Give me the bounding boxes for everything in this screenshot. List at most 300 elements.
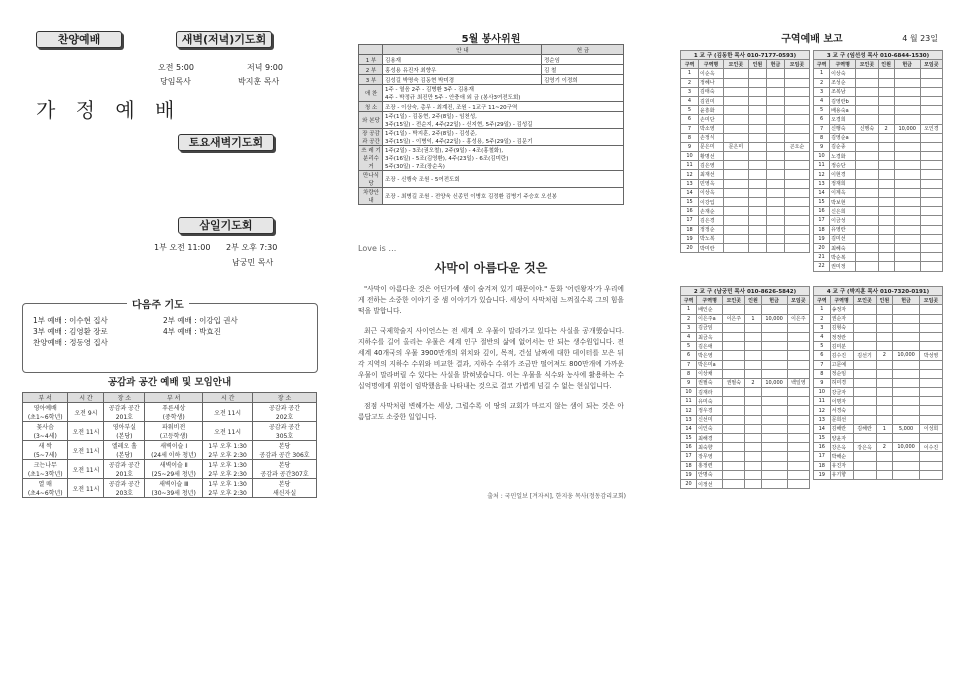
district-row [681, 124, 810, 133]
district-cell: 22 [814, 262, 830, 271]
district-cell [920, 253, 942, 262]
district-cell [878, 133, 894, 142]
district-row [681, 470, 810, 479]
dawn-leader: 당임목사 [160, 77, 191, 86]
meeting-row [23, 441, 317, 460]
district-cell [893, 332, 920, 341]
district-cell: 이은주a [697, 314, 723, 323]
district-cell [920, 115, 942, 124]
district-cell [920, 470, 943, 479]
service-row [359, 55, 624, 65]
district-cell: 11 [814, 397, 831, 406]
district-col-header: 인원 [878, 60, 894, 69]
district-cell [876, 323, 893, 332]
district-cell [856, 142, 878, 151]
district-cell [723, 443, 745, 452]
district-cell [787, 406, 809, 415]
district-cell: 강은옥 [853, 443, 876, 452]
district-cell [894, 188, 920, 197]
district-col-header: 구역 [681, 296, 697, 305]
district-cell [787, 461, 809, 470]
district-cell [856, 179, 878, 188]
district-cell [920, 415, 943, 424]
district-row [681, 314, 810, 323]
district-cell [723, 369, 745, 378]
district-cell: 신은희 [830, 207, 856, 216]
district-cell [894, 152, 920, 161]
article-paragraph: "사막이 아름다운 것은 어딘가에 샘이 숨겨져 있기 때문이야." 동화 '어린왕자'가 우리에게 전하는 소중한 이야기 중 샘 이야기가 있습니다. 세상이 사막처럼 느껴질수록 그의 힘을 떡을 발합니다. [358, 285, 624, 315]
district-cell: 10 [681, 388, 697, 397]
district-cell [878, 96, 894, 105]
service-cell: 김성길 박명숙 김동현 박미경 [383, 75, 542, 85]
district-row [814, 188, 943, 197]
district-cell [920, 360, 943, 369]
meeting-cell: 본당 공감과 공간307호 [253, 460, 317, 479]
district-cell [787, 397, 809, 406]
district-cell [766, 225, 784, 234]
district-cell [766, 78, 784, 87]
district-cell: 14 [814, 188, 830, 197]
district-cell [745, 406, 761, 415]
district-cell: 11 [681, 397, 697, 406]
district-cell [723, 78, 748, 87]
district-row [681, 351, 810, 360]
district-cell: 1 [681, 69, 699, 78]
district-cell [876, 388, 893, 397]
district-cell: 5 [814, 342, 831, 351]
district-cell [723, 96, 748, 105]
district-cell [878, 142, 894, 151]
district-cell [766, 124, 784, 133]
district-col-header: 헌금 [893, 296, 920, 305]
district-cell: 14 [814, 424, 831, 433]
district-cell [723, 332, 745, 341]
district-row [814, 406, 943, 415]
district-cell: 3 [681, 87, 699, 96]
district-col-header: 구역 [814, 296, 831, 305]
district-cell [745, 351, 761, 360]
district-cell: 1 [876, 424, 893, 433]
district-cell: 장무영 [697, 452, 723, 461]
district-row [681, 69, 810, 78]
meeting-row [23, 460, 317, 479]
district-cell [787, 360, 809, 369]
district-cell: 16 [681, 207, 699, 216]
service-title: 5월 봉사위원 [461, 34, 521, 45]
district-cell [784, 188, 809, 197]
district-row [681, 188, 810, 197]
district-row [814, 305, 943, 314]
district-cell [894, 115, 920, 124]
district-row [814, 323, 943, 332]
district-cell: 12 [814, 170, 830, 179]
article-title: 사막이 아름다운 것은 [434, 261, 548, 275]
meeting-cell: 오전 11시 [68, 422, 104, 441]
district-cell [920, 461, 943, 470]
district-cell [894, 225, 920, 234]
district-cell [856, 152, 878, 161]
prayer-item: 4부 예배 : 박효진 [163, 327, 221, 336]
district-cell [878, 69, 894, 78]
district-cell [853, 470, 876, 479]
district-cell: 15 [814, 198, 830, 207]
district-row [681, 434, 810, 443]
meeting-cell: 오전 11시 [68, 460, 104, 479]
service-cell: 3 부 [359, 75, 383, 85]
district-cell [723, 470, 745, 479]
district-report-title: 구역예배 보고 [781, 34, 843, 45]
service-row [359, 146, 624, 171]
district-cell [723, 415, 745, 424]
district-cell: 2 [745, 378, 761, 387]
district-cell: 유영란 [830, 225, 856, 234]
district-cell [853, 434, 876, 443]
district-cell: 20 [814, 243, 830, 252]
district-cell [894, 170, 920, 179]
district-cell: 김해란 [830, 424, 853, 433]
district-cell [723, 351, 745, 360]
district-cell [878, 152, 894, 161]
prayer-item: 1부 예배 : 이수현 집사 [33, 316, 108, 325]
district-cell [920, 234, 942, 243]
district-row [681, 106, 810, 115]
district-col-header: 구역 [814, 60, 830, 69]
district-cell [784, 179, 809, 188]
district-cell [920, 152, 942, 161]
district-row [814, 342, 943, 351]
district-cell [920, 198, 942, 207]
district-row [814, 378, 943, 387]
district-cell [748, 188, 766, 197]
district-cell: 최혜숙 [830, 243, 856, 252]
district-cell: 조성순 [830, 78, 856, 87]
district-cell: 권순자 [830, 314, 853, 323]
district-cell [761, 323, 787, 332]
district-cell [766, 188, 784, 197]
district-col-header: 구역 [681, 60, 699, 69]
service-header: 안 내 [383, 45, 542, 55]
district-cell [784, 124, 809, 133]
district-cell: 1 [814, 305, 831, 314]
meeting-title: 공감과 공간 예배 및 모임안내 [107, 377, 232, 388]
district-cell [787, 305, 809, 314]
district-cell: 17 [681, 216, 699, 225]
district-cell: 김영란b [830, 96, 856, 105]
district-cell: 12 [681, 406, 697, 415]
district-cell [723, 179, 748, 188]
district-cell: 16 [681, 443, 697, 452]
district-cell: 최숙향 [697, 443, 723, 452]
district-cell [894, 78, 920, 87]
district-cell [723, 397, 745, 406]
meeting-table [22, 392, 317, 498]
district-cell [761, 397, 787, 406]
district-header: 2 교 구 (남궁민 목사 010-8626-5842) [681, 287, 810, 296]
district-col-header: 헌금 [761, 296, 787, 305]
district-cell: 이명자 [830, 397, 853, 406]
district-cell [766, 152, 784, 161]
district-cell: 7 [681, 360, 697, 369]
service-row [359, 112, 624, 129]
district-cell: 5 [681, 342, 697, 351]
district-cell [920, 96, 942, 105]
district-cell [878, 243, 894, 252]
district-cell [894, 253, 920, 262]
evening-time: 저녁 9:00 [247, 63, 283, 72]
district-cell: 김순종 [830, 142, 856, 151]
district-cell [787, 388, 809, 397]
district-cell: 8 [681, 369, 697, 378]
district-row [681, 152, 810, 161]
district-cell [920, 388, 943, 397]
prayer-item: 찬양예배 : 정동영 집사 [33, 338, 108, 347]
district-cell [748, 124, 766, 133]
district-cell [893, 406, 920, 415]
district-col-header: 헌금 [766, 60, 784, 69]
district-cell: 9 [814, 142, 830, 151]
district-row [814, 360, 943, 369]
wednesday-pm: 2부 오후 7:30 [226, 243, 278, 252]
meeting-cell: 새벽이슬 Ⅰ (24세 이하 청년) [145, 441, 203, 460]
district-row [814, 124, 943, 133]
service-label: 쓰 레 기 분리수거 [359, 146, 383, 171]
district-row [814, 87, 943, 96]
district-cell [787, 470, 809, 479]
district-cell: 손재순 [699, 207, 724, 216]
district-row [814, 243, 943, 252]
district-cell [784, 234, 809, 243]
service-cell: 조장 - 이상숙, 총무 - 최계진, 조원 - 1교구 11~20구역 [383, 102, 624, 112]
district-cell: 13 [681, 415, 697, 424]
district-cell [761, 452, 787, 461]
district-cell: 18 [681, 461, 697, 470]
district-cell [853, 342, 876, 351]
district-row [814, 424, 943, 433]
district-col-header: 구역명 [830, 296, 853, 305]
district-row [814, 434, 943, 443]
district-col-header: 헌금 [894, 60, 920, 69]
district-cell: 1 [745, 314, 761, 323]
district-cell [920, 332, 943, 341]
district-cell [787, 479, 809, 488]
district-cell: 정우경 [697, 406, 723, 415]
district-cell: 10,000 [761, 314, 787, 323]
service-cell: 1주(1일) - 김동현, 2주(8일) - 임천성, 3주(15일) - 전순지, 4주(22일) - 신지현, 5주(29일) - 김성길 [383, 112, 624, 129]
district-row [814, 142, 943, 151]
district-cell [745, 443, 761, 452]
district-cell: 2 [814, 314, 831, 323]
district-cell [853, 397, 876, 406]
district-cell [761, 388, 787, 397]
district-row [681, 170, 810, 179]
district-cell [761, 406, 787, 415]
district-cell [723, 243, 748, 252]
district-cell: 박노복 [699, 234, 724, 243]
district-cell [853, 378, 876, 387]
district-cell [748, 225, 766, 234]
district-cell: 정순임 [830, 369, 853, 378]
district-cell [745, 461, 761, 470]
district-cell: 배인순 [697, 305, 723, 314]
district-cell [723, 342, 745, 351]
meeting-cell: 푸른세상 (중학생) [145, 403, 203, 422]
district-cell [748, 142, 766, 151]
district-cell [920, 87, 942, 96]
district-cell [920, 170, 942, 179]
district-cell [745, 369, 761, 378]
district-cell: 13 [814, 179, 830, 188]
district-cell [745, 360, 761, 369]
next-week-prayer-box [22, 300, 318, 373]
district-row [814, 198, 943, 207]
service-cell: 1주(1일) - 박지훈, 2주(8일) - 김성준, 3주(15일) - 이병익, 4주(22일) - 홍성용, 5주(29일) - 김문기 [383, 129, 624, 146]
district-cell [878, 216, 894, 225]
district-row [814, 207, 943, 216]
district-cell: 11 [681, 161, 699, 170]
district-cell [784, 161, 809, 170]
district-cell: 6 [814, 115, 830, 124]
district-cell: 이강입 [699, 198, 724, 207]
district-cell: 오인경 [920, 124, 942, 133]
district-cell [876, 452, 893, 461]
meeting-header: 장 소 [104, 393, 145, 403]
report-date: 4 월 23일 [902, 34, 938, 43]
district-cell [894, 179, 920, 188]
meeting-header: 장 소 [253, 393, 317, 403]
meeting-cell: 크는나무 (초1~3학년) [23, 460, 68, 479]
meeting-cell: 오전 11시 [203, 403, 253, 422]
district-cell: 15 [814, 434, 831, 443]
district-cell [853, 323, 876, 332]
district-cell [920, 78, 942, 87]
district-cell [766, 161, 784, 170]
service-head-row [359, 45, 624, 55]
district-cell [878, 179, 894, 188]
district-cell: 권필숙 [697, 378, 723, 387]
district-cell [761, 415, 787, 424]
prayer-title: 다음주 기도 [127, 296, 189, 311]
district-col-header: 모인곳 [853, 296, 876, 305]
district-cell [893, 360, 920, 369]
district-cell [920, 406, 943, 415]
district-cell [893, 452, 920, 461]
left-column [18, 26, 318, 666]
district-cell [787, 434, 809, 443]
district-cell: 15 [681, 198, 699, 207]
service-row [359, 65, 624, 75]
district-cell: 조복남 [830, 87, 856, 96]
district-cell [766, 142, 784, 151]
district-cell: 배용숙a [830, 106, 856, 115]
prayer-item: 3부 예배 : 김영환 장로 [33, 327, 108, 336]
district-cell [748, 115, 766, 124]
district-cell: 김원미 [699, 96, 724, 105]
district-cell: 2 [681, 314, 697, 323]
district-cell: 오경희 [830, 115, 856, 124]
district-cell [723, 388, 745, 397]
district-cell [787, 452, 809, 461]
district-cell: 1 [681, 305, 697, 314]
district-cell: 10 [814, 388, 831, 397]
district-cell: 윤흥화 [699, 106, 724, 115]
district-cell: 문은미 [699, 142, 724, 151]
district-cell [766, 96, 784, 105]
district-cell: 5 [814, 106, 830, 115]
district-cell [920, 142, 942, 151]
district-row [681, 207, 810, 216]
district-cell: 이상채 [697, 369, 723, 378]
district-cell [856, 262, 878, 271]
district-cell [853, 461, 876, 470]
district-cell: 이현경 [830, 170, 856, 179]
service-label: 애 찬 [359, 85, 383, 102]
district-cell [723, 406, 745, 415]
district-cell: 10,000 [893, 443, 920, 452]
district-cell [723, 133, 748, 142]
district-row [814, 397, 943, 406]
praise-worship-label: 찬양예배 [36, 31, 122, 48]
district-cell [745, 388, 761, 397]
district-cell: 김영순a [830, 133, 856, 142]
district-row [681, 406, 810, 415]
district-cell [920, 369, 943, 378]
district-cell [748, 243, 766, 252]
district-cell: 3 [814, 87, 830, 96]
wednesday-prayer-label: 삼일기도회 [178, 217, 274, 234]
service-label: 청 소 [359, 102, 383, 112]
district-cell: 박미란 [699, 243, 724, 252]
district-cell: 8 [814, 133, 830, 142]
district-cell [766, 216, 784, 225]
district-cell [878, 161, 894, 170]
district-cell: 7 [681, 124, 699, 133]
district-cell: 박소영 [699, 124, 724, 133]
district-cell [893, 305, 920, 314]
district-cell [784, 207, 809, 216]
district-cell [761, 305, 787, 314]
district-cell [856, 225, 878, 234]
district-row [681, 332, 810, 341]
district-cell [761, 360, 787, 369]
district-cell [784, 216, 809, 225]
district-row [814, 216, 943, 225]
district-cell [723, 305, 745, 314]
district-cell [748, 198, 766, 207]
district-cell: 이정선 [697, 479, 723, 488]
district-row [814, 78, 943, 87]
district-cell: 이금성 [830, 216, 856, 225]
district-cell [894, 142, 920, 151]
district-cell [876, 360, 893, 369]
district-cell [853, 415, 876, 424]
service-cell: 김용재 [383, 55, 542, 65]
prayer-item: 2부 예배 : 이강입 권사 [163, 316, 238, 325]
district-cell [893, 342, 920, 351]
district-cell: 손미단 [699, 115, 724, 124]
district-cell: 이은주 [787, 314, 809, 323]
district-cell [894, 161, 920, 170]
district-row [681, 87, 810, 96]
district-cell [878, 207, 894, 216]
district-row [814, 332, 943, 341]
district-cell: 김은경 [699, 216, 724, 225]
district-row [814, 443, 943, 452]
meeting-cell: 공감과 공간 201호 [104, 403, 145, 422]
district-cell: 김재라 [697, 388, 723, 397]
district-row [814, 179, 943, 188]
district-cell [745, 452, 761, 461]
district-cell [745, 305, 761, 314]
